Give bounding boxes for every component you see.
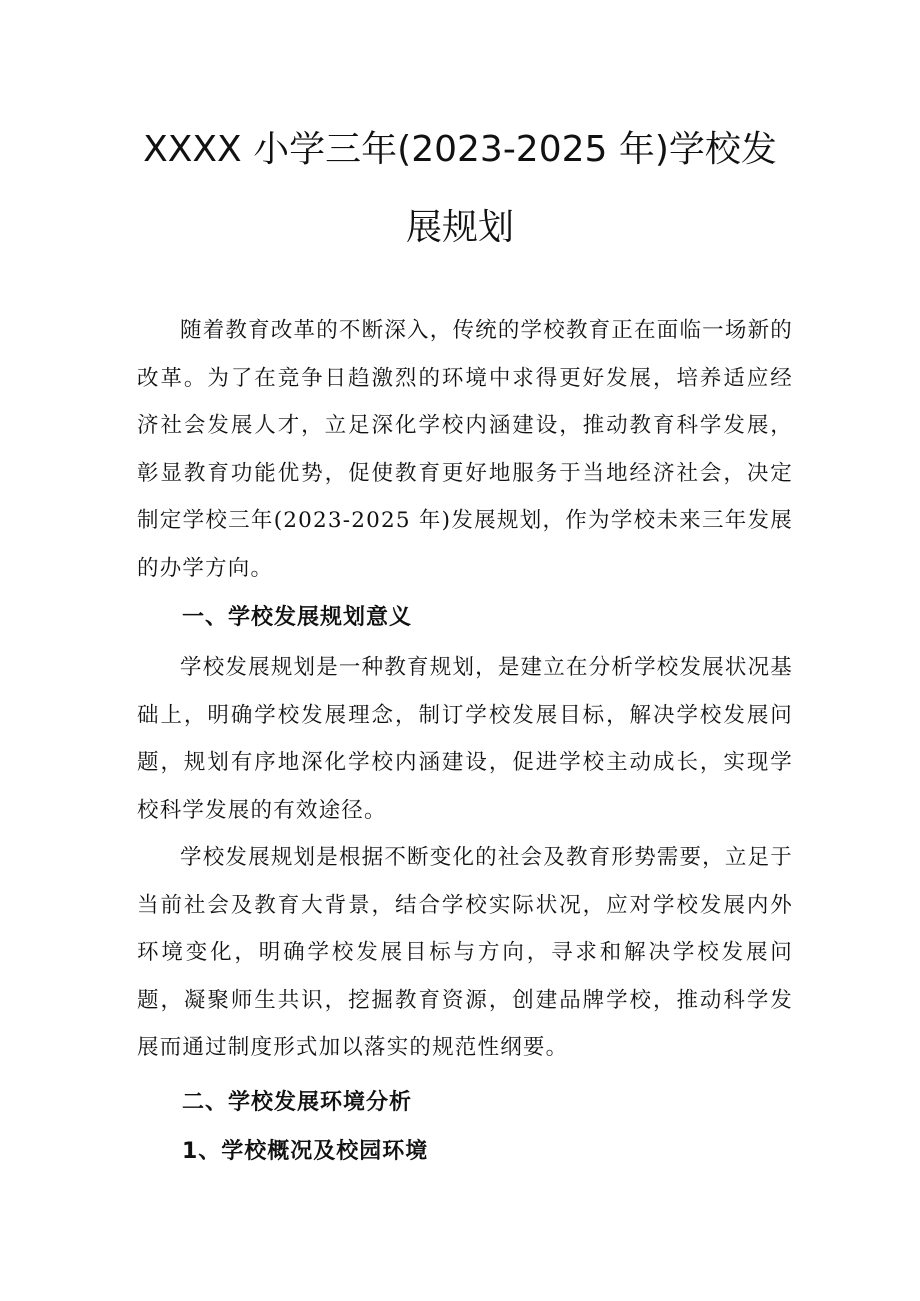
subsection-1-heading: 1、学校概况及校园环境 [182, 1139, 429, 1164]
section-2-heading: 二、学校发展环境分析 [182, 1090, 413, 1115]
intro-paragraph: 随着教育改革的不断深入，传统的学校教育正在面临一场新的改革。为了在竞争日趋激烈的环境中求得更好发展，培养适应经济社会发展人才，立足深化学校内涵建设，推动教育科学发展，彰显教育功能优势，促使教育更好地服务于当地经济社会，决定制定学校三年(2023-2025 年)发展规划，作为学校未来三年发展的办学方向。 [137, 318, 793, 581]
section-1-heading: 一、学校发展规划意义 [182, 605, 413, 630]
section-1-paragraph-1: 学校发展规划是一种教育规划，是建立在分析学校发展状况基础上，明确学校发展理念，制订学校发展目标，解决学校发展问题，规划有序地深化学校内涵建设，促进学校主动成长，实现学校科学发展的有效途径。 [137, 655, 793, 823]
section-1-paragraph-2: 学校发展规划是根据不断变化的社会及教育形势需要，立足于当前社会及教育大背景，结合学校实际状况，应对学校发展内外环境变化，明确学校发展目标与方向，寻求和解决学校发展问题，凝聚师生共识，挖掘教育资源，创建品牌学校，推动科学发展而通过制度形式加以落实的规范性纲要。 [137, 845, 793, 1060]
document-title-line-2: 展规划 [405, 207, 514, 248]
document-title-line-1: XXXX 小学三年(2023-2025 年)学校发 [143, 129, 777, 170]
